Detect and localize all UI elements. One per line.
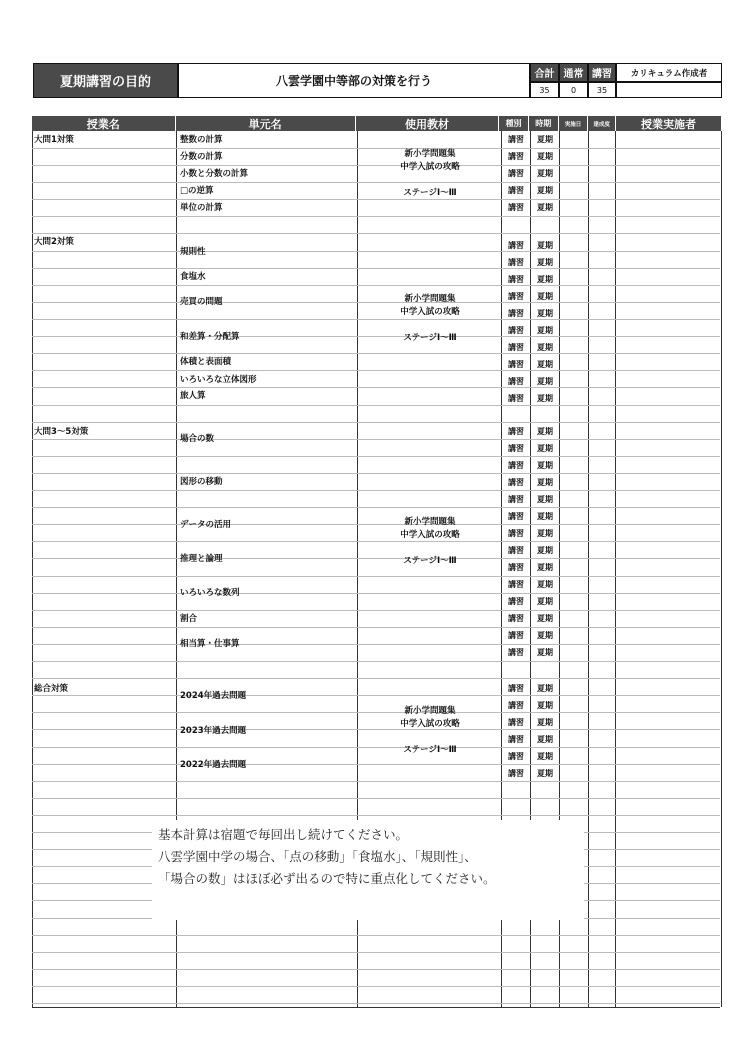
instruction-note [152,820,584,920]
grid-hline [32,627,720,628]
kind-cell: 講習 [508,427,524,436]
note-line: 八雲学園中学の場合、「点の移動」「食塩水」、「規則性」、 [158,849,477,864]
period-cell: 夏期 [537,769,553,778]
period-cell: 夏期 [537,377,553,386]
grid-hline [32,593,720,594]
kind-cell: 講習 [508,186,524,195]
period-cell: 夏期 [537,461,553,470]
period-cell: 夏期 [537,701,553,710]
note-line: 「場合の数」はほぼ必ず出るので特に重点化してください。 [158,871,496,886]
material-text: 新小学問題集 中学入試の攻略 ステージⅠ～Ⅲ [400,294,460,343]
summary-normal-header: 通常 [559,63,588,82]
period-cell: 夏期 [537,512,553,521]
period-cell: 夏期 [537,258,553,267]
period-cell: 夏期 [537,718,553,727]
unit-name: □の逆算 [180,186,214,196]
summary-total-header: 合計 [530,63,559,82]
kind-cell: 講習 [508,752,524,761]
grid-hline [32,422,720,423]
section-name: 大問3～5対策 [34,427,89,437]
period-cell: 夏期 [537,152,553,161]
grid-hline [32,695,720,696]
kind-cell: 講習 [508,597,524,606]
unit-name: いろいろな数列 [180,588,240,598]
period-cell: 夏期 [537,427,553,436]
unit-name: 相当算・仕事算 [180,639,240,649]
kind-cell: 講習 [508,495,524,504]
unit-name: 2023年過去問題 [180,726,247,736]
summary-total-value: 35 [530,82,559,98]
grid-vline [588,131,589,1007]
material-text: 新小学問題集 中学入試の攻略 ステージⅠ～Ⅲ [400,517,460,566]
grid-hline [32,370,720,371]
kind-cell: 講習 [508,512,524,521]
grid-hline [32,216,720,217]
purpose-text: 八雲学園中等部の対策を行う [178,63,530,98]
kind-cell: 講習 [508,648,524,657]
period-cell: 夏期 [537,648,553,657]
period-cell: 夏期 [537,752,553,761]
period-cell: 夏期 [537,580,553,589]
purpose-label: 夏期講習の目的 [33,63,178,98]
kind-cell: 講習 [508,241,524,250]
unit-name: データの活用 [180,520,232,530]
section-name: 大問1対策 [34,135,74,145]
period-cell: 夏期 [537,444,553,453]
kind-cell: 講習 [508,614,524,623]
kind-cell: 講習 [508,360,524,369]
period-cell: 夏期 [537,326,553,335]
kind-cell: 講習 [508,203,524,212]
kind-cell: 講習 [508,135,524,144]
grid-hline [32,490,720,491]
grid-hline [32,986,720,987]
kind-cell: 講習 [508,718,524,727]
period-cell: 夏期 [537,292,553,301]
period-cell: 夏期 [537,546,553,555]
grid-hline [32,405,720,406]
material-text: 新小学問題集 中学入試の攻略 ステージⅠ～Ⅲ [400,706,460,755]
grid-bottom [32,1007,720,1008]
creator-value[interactable] [616,82,722,98]
grid-hline [32,644,720,645]
grid-hline [32,353,720,354]
unit-name: 整数の計算 [180,135,223,145]
unit-name: 割合 [180,614,198,624]
unit-name: 体積と表面積 [180,357,232,367]
col-period: 時期 [529,116,559,131]
grid-hline [32,233,720,234]
grid-hline [32,439,720,440]
grid-vline [32,131,33,1007]
period-cell: 夏期 [537,529,553,538]
unit-name: 規則性 [180,247,206,257]
unit-name: 小数と分数の計算 [180,169,249,179]
period-cell: 夏期 [537,275,553,284]
period-cell: 夏期 [537,169,553,178]
grid-hline [32,764,720,765]
kind-cell: 講習 [508,394,524,403]
grid-hline [32,969,720,970]
table-header [32,116,721,131]
material-text: 新小学問題集 中学入試の攻略 ステージⅠ～Ⅲ [400,149,460,198]
creator-label: カリキュラム作成者 [616,63,722,82]
kind-cell: 講習 [508,701,524,710]
col-teacher: 授業実施者 [616,116,721,131]
period-cell: 夏期 [537,135,553,144]
grid-hline [32,251,720,252]
grid-hline [32,815,720,816]
unit-name: いろいろな立体図形 [180,375,257,385]
period-cell: 夏期 [537,186,553,195]
grid-hline [32,576,720,577]
grid-hline [32,952,720,953]
kind-cell: 講習 [508,444,524,453]
kind-cell: 講習 [508,769,524,778]
kind-cell: 講習 [508,343,524,352]
section-name: 総合対策 [34,684,69,694]
period-cell: 夏期 [537,614,553,623]
kind-cell: 講習 [508,292,524,301]
kind-cell: 講習 [508,377,524,386]
period-cell: 夏期 [537,343,553,352]
kind-cell: 講習 [508,580,524,589]
unit-name: 2022年過去問題 [180,760,247,770]
kind-cell: 講習 [508,735,524,744]
col-date: 実施日 [559,116,589,131]
grid-hline [32,661,720,662]
col-unit-name: 単元名 [176,116,356,131]
period-cell: 夏期 [537,597,553,606]
unit-name: 図形の移動 [180,477,223,487]
period-cell: 夏期 [537,495,553,504]
grid-hline [32,268,720,269]
period-cell: 夏期 [537,735,553,744]
summary-normal-value: 0 [559,82,588,98]
unit-name: 分数の計算 [180,152,223,162]
period-cell: 夏期 [537,394,553,403]
kind-cell: 講習 [508,631,524,640]
grid-hline [32,798,720,799]
unit-name: 和差算・分配算 [180,332,240,342]
grid-vline [721,131,722,1007]
period-cell: 夏期 [537,309,553,318]
kind-cell: 講習 [508,275,524,284]
col-class-name: 授業名 [32,116,176,131]
kind-cell: 講習 [508,563,524,572]
col-material: 使用教材 [356,116,500,131]
unit-name: 場合の数 [180,434,215,444]
kind-cell: 講習 [508,478,524,487]
section-name: 大問2対策 [34,237,74,247]
grid-hline [32,456,720,457]
kind-cell: 講習 [508,309,524,318]
period-cell: 夏期 [537,203,553,212]
period-cell: 夏期 [537,563,553,572]
kind-cell: 講習 [508,546,524,555]
kind-cell: 講習 [508,684,524,693]
grid-vline [615,131,616,1007]
grid-hline [32,507,720,508]
col-achievement: 達成度 [588,116,616,131]
period-cell: 夏期 [537,631,553,640]
kind-cell: 講習 [508,169,524,178]
grid-hline [32,285,720,286]
grid-hline [32,678,720,679]
unit-name: 売買の問題 [180,297,223,307]
unit-name: 食塩水 [180,272,206,282]
unit-name: 推理と論理 [180,554,223,564]
summary-course-value: 35 [588,82,616,98]
grid-hline [32,1003,720,1004]
kind-cell: 講習 [508,326,524,335]
unit-name: 単位の計算 [180,203,223,213]
unit-name: 2024年過去問題 [180,691,247,701]
summary-course-header: 講習 [588,63,616,82]
col-kind: 種別 [499,116,529,131]
kind-cell: 講習 [508,461,524,470]
grid-hline [32,935,720,936]
grid-hline [32,781,720,782]
grid-hline [32,387,720,388]
kind-cell: 講習 [508,258,524,267]
period-cell: 夏期 [537,360,553,369]
period-cell: 夏期 [537,684,553,693]
grid-hline [32,610,720,611]
kind-cell: 講習 [508,529,524,538]
unit-name: 旅人算 [180,391,206,401]
period-cell: 夏期 [537,241,553,250]
note-line: 基本計算は宿題で毎回出し続けてください。 [158,827,409,842]
grid-hline [32,473,720,474]
period-cell: 夏期 [537,478,553,487]
kind-cell: 講習 [508,152,524,161]
